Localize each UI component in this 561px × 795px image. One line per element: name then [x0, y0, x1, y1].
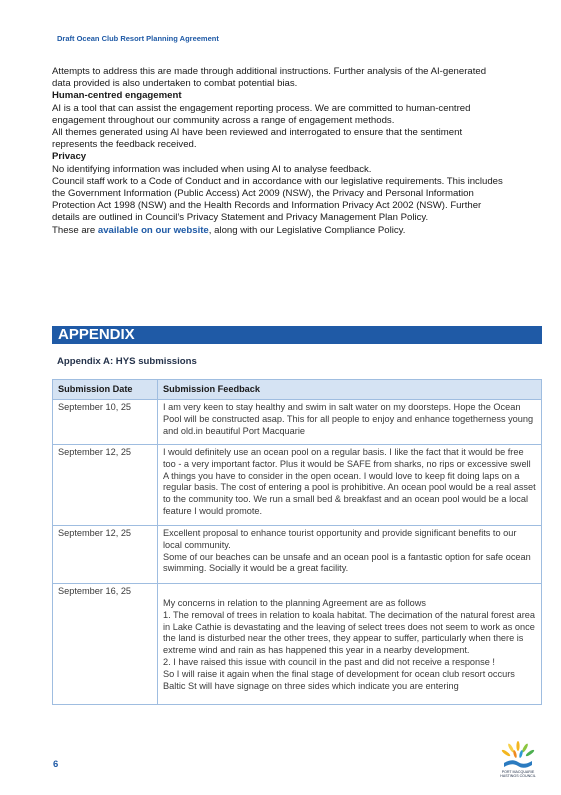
page-number: 6	[53, 759, 59, 770]
document-header: Draft Ocean Club Resort Planning Agreement	[57, 34, 219, 43]
submission-date: September 12, 25	[53, 526, 158, 584]
logo-text	[490, 770, 546, 778]
feedback-line: Some of our beaches can be unsafe and an ocean pool is a fantastic option for safe ocean swimming. Socially it would be a great facility.	[163, 551, 531, 574]
appendix-heading: APPENDIX	[52, 326, 542, 344]
website-link[interactable]: available on our website	[97, 224, 209, 236]
submission-date: September 10, 25	[53, 400, 158, 445]
feedback-line: 1. The removal of trees in relation to koala habitat. The decimation of the natural forest area in Lake Cathie is devastating and the leaving of select trees does not seem to work as once the land is disturbed near the other trees, they appear to suffer, particularly when there is extreme wind and rain as has happened this year in a nearby development.	[163, 609, 535, 656]
website-prefix: These are	[52, 224, 98, 236]
human-engagement-paragraph-2: All themes generated using AI have been reviewed and interrogated to ensure that the sentiment represents the feedback received.	[52, 127, 463, 151]
submission-feedback	[158, 526, 542, 584]
wave-shape	[504, 760, 532, 768]
submission-date: September 12, 25	[53, 445, 158, 526]
submission-feedback	[158, 584, 542, 705]
privacy-heading: Privacy	[52, 151, 87, 163]
feedback-line: I am very keen to stay healthy and swim in salt water on my doorsteps. Hope the Ocean Pool will be constructed asap. This for all people to enjoy and enhance togetherness young and old.in beautiful Port Macquarie	[163, 402, 534, 436]
website-suffix: , along with our Legislative Compliance Policy.	[208, 224, 406, 236]
table-row	[53, 445, 542, 526]
appendix-subtitle: Appendix A: HYS submissions	[57, 356, 197, 367]
body-content	[52, 66, 504, 237]
feedback-line	[163, 586, 536, 598]
table-row	[53, 400, 542, 445]
column-header-date: Submission Date	[53, 380, 158, 400]
logo-text-line-1: PORT MACQUARIE	[501, 770, 535, 774]
submission-feedback	[158, 400, 542, 445]
column-header-feedback: Submission Feedback	[158, 380, 542, 400]
feedback-line: I would definitely use an ocean pool on a regular basis. I like the fact that it would be free too - a very important factor. Plus it would be SAFE from sharks, no rips or excessive swell A things you have to consider in the open ocean. I would love to keep fit doing laps on a regular basis. The cost of entering a pool is prohibitive. An ocean pool would be a real asset to the community too. We run a small bed & breakfast and an ocean pool would be a local feature I would promote.	[163, 447, 536, 516]
privacy-paragraph-2: Council staff work to a Code of Conduct and in accordance with our legislative requirements. This includes the Government Information (Public Access) Act 2009 (NSW), the Privacy and Personal Information Protection Act 1998 (NSW) and the Health Records and Information Privacy Act 2002 (NSW). Further details are outlined in Council’s Privacy Statement and Privacy Management Plan Policy.	[52, 175, 503, 224]
submissions-table	[52, 379, 542, 705]
website-paragraph	[52, 225, 504, 237]
table-header-row	[53, 380, 542, 400]
feedback-line: 2. I have raised this issue with council in the past and did not receive a response !	[163, 656, 495, 667]
human-engagement-heading: Human-centred engagement	[52, 90, 182, 102]
privacy-paragraph-1: No identifying information was included when using AI to analyse feedback.	[52, 163, 372, 175]
human-engagement-paragraph-1: AI is a tool that can assist the engagement reporting process. We are committed to human-centred engagement throughout our community across a range of engagement methods.	[52, 102, 471, 126]
feedback-line: Excellent proposal to enhance tourist opportunity and provide significant benefits to our local community.	[163, 528, 517, 550]
logo-text-line-2: HASTINGS COUNCIL	[500, 774, 536, 779]
intro-paragraph: Attempts to address this are made through additional instructions. Further analysis of the AI-generated data provided is also undertaken to combat potential bias.	[52, 66, 487, 90]
table-row	[53, 584, 542, 705]
submission-date: September 16, 25	[53, 584, 158, 705]
sun-rays	[501, 741, 535, 758]
feedback-line: So I will raise it again when the final stage of development for ocean club resort occurs Baltic St will have signage on three sides which indicate you are entering	[163, 668, 515, 691]
submission-feedback	[158, 445, 542, 526]
table-row	[53, 526, 542, 584]
feedback-line: My concerns in relation to the planning Agreement are as follows	[163, 598, 427, 608]
